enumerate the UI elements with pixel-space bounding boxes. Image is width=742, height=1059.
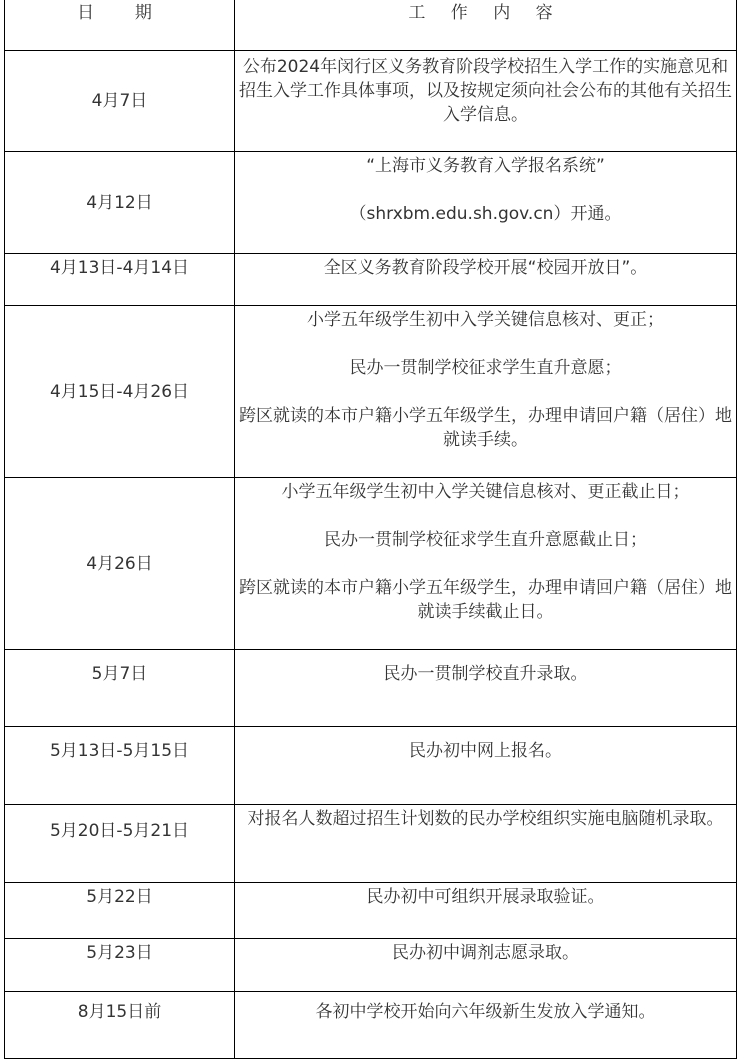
enrollment-schedule-table [4, 0, 737, 1059]
row-content [235, 805, 737, 883]
row-content [235, 650, 737, 727]
content-paragraph: 民办一贯制学校征求学生直升意愿； [349, 358, 622, 378]
table-row [5, 883, 737, 939]
row-content [235, 478, 737, 650]
row-content [235, 939, 737, 992]
table-row [5, 306, 737, 478]
content-paragraph: “上海市义务教育入学报名系统” [366, 156, 605, 176]
row-date: 4月7日 [5, 51, 235, 152]
content-paragraph: 跨区就读的本市户籍小学五年级学生，办理申请回户籍（居住）地就读手续。 [239, 406, 732, 450]
row-content [235, 992, 737, 1059]
content-paragraph: 民办初中可组织开展录取验证。 [366, 887, 605, 907]
content-paragraph: 对报名人数超过招生计划数的民办学校组织实施电脑随机录取。 [247, 809, 724, 829]
row-date: 8月15日前 [5, 992, 235, 1059]
content-paragraph: 民办初中调剂志愿录取。 [392, 943, 579, 963]
content-paragraph: 各初中学校开始向六年级新生发放入学通知。 [315, 1002, 656, 1022]
table-row [5, 992, 737, 1059]
content-paragraph: 民办初中网上报名。 [409, 741, 562, 761]
table-row [5, 805, 737, 883]
content-paragraph: 小学五年级学生初中入学关键信息核对、更正截止日； [281, 482, 690, 502]
row-content [235, 306, 737, 478]
table-row [5, 727, 737, 805]
row-content [235, 51, 737, 152]
row-date: 4月26日 [5, 478, 235, 650]
row-date: 5月13日-5月15日 [5, 727, 235, 805]
table-row [5, 152, 737, 254]
row-content [235, 727, 737, 805]
table-row [5, 254, 737, 306]
content-paragraph: （shrxbm.edu.sh.gov.cn）开通。 [349, 204, 622, 224]
row-date: 4月13日-4月14日 [5, 254, 235, 306]
row-date: 5月22日 [5, 883, 235, 939]
table-header-row [5, 0, 737, 51]
content-paragraph: 公布2024年闵行区义务教育阶段学校招生入学工作的实施意见和招生入学工作具体事项，以及按规定须向社会公布的其他有关招生入学信息。 [239, 57, 732, 125]
content-paragraph: 民办一贯制学校直升录取。 [383, 664, 588, 684]
content-paragraph: 小学五年级学生初中入学关键信息核对、更正； [307, 310, 664, 330]
row-content [235, 152, 737, 254]
table-row [5, 650, 737, 727]
header-content: 工 作 内 容 [235, 0, 737, 51]
row-date: 5月20日-5月21日 [5, 805, 235, 883]
row-date: 5月7日 [5, 650, 235, 727]
table-row [5, 478, 737, 650]
row-date: 4月15日-4月26日 [5, 306, 235, 478]
content-paragraph: 跨区就读的本市户籍小学五年级学生，办理申请回户籍（居住）地就读手续截止日。 [239, 578, 732, 622]
row-date: 4月12日 [5, 152, 235, 254]
row-content [235, 254, 737, 306]
row-content [235, 883, 737, 939]
content-paragraph: 民办一贯制学校征求学生直升意愿截止日； [324, 530, 647, 550]
header-date: 日 期 [5, 0, 235, 51]
content-paragraph: 全区义务教育阶段学校开展“校园开放日”。 [323, 258, 648, 278]
row-date: 5月23日 [5, 939, 235, 992]
table-row [5, 51, 737, 152]
table-row [5, 939, 737, 992]
